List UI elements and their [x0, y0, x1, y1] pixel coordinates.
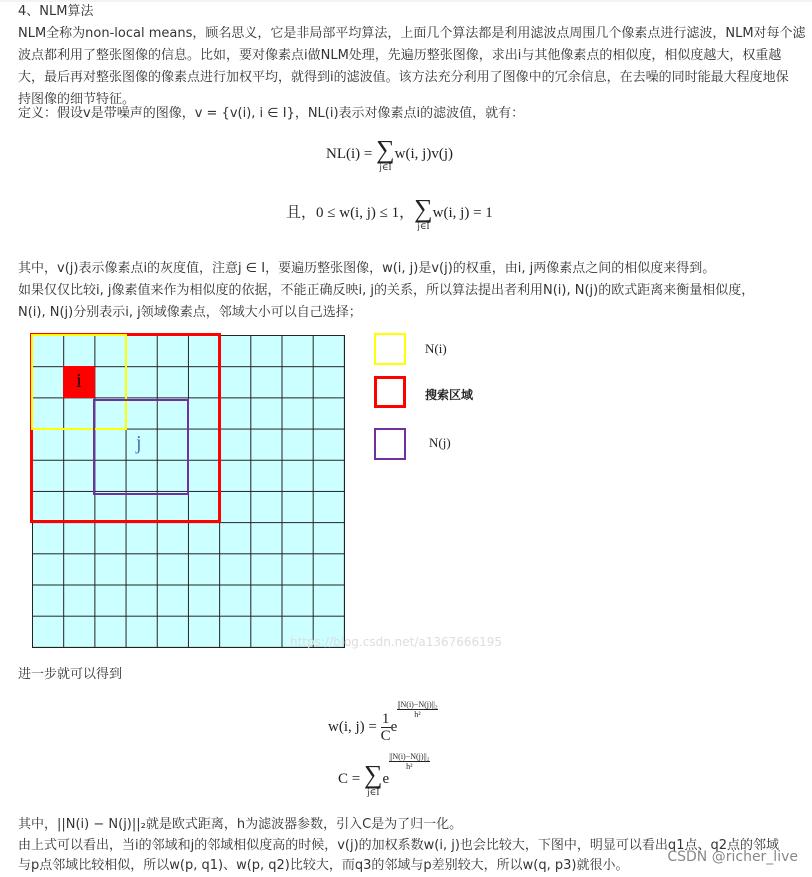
legend-red-swatch	[374, 376, 406, 408]
paragraph-line: 持图像的细节特征。	[18, 92, 136, 107]
paragraph-line: 其中，v(j)表示像素点i的灰度值，注意j ∈ I，要遍历整张图像，w(i, j)是v(j)的权重，由i, j两像素点之间的相似度来得到。	[18, 261, 716, 276]
pixel-j-label: j	[136, 432, 142, 454]
definition-line: 定义：假设v是带噪声的图像，v = {v(i), i ∈ I}，NL(i)表示对像素点i的滤波值，就有：	[18, 106, 525, 121]
eq-lhs: C =	[338, 771, 364, 788]
sum-subscript: j∈I	[367, 787, 380, 798]
sum-subscript: j∈I	[379, 162, 392, 172]
frac-denominator: C	[380, 728, 391, 745]
sum-symbol: ∑	[376, 135, 395, 164]
watermark: https://blog.csdn.net/a1367666195	[290, 635, 503, 649]
sum-symbol: ∑	[414, 194, 433, 223]
legend-label-nj: N(j)	[429, 435, 451, 450]
eq-lhs: w(i, j) =	[328, 719, 381, 736]
eq-rhs: w(i, j)v(j)	[394, 145, 453, 162]
eq-rhs: w(i, j) = 1	[432, 204, 493, 221]
sum-subscript: j∈I	[417, 221, 430, 231]
paragraph-line: 与p点邻域比较相似，所以w(p, q1)、w(p, q2)比较大，而q3的邻域与p差别较大，所以w(q, p3)就很小。	[18, 858, 629, 873]
sum-symbol: ∑	[363, 760, 383, 790]
paragraph-line: 其中，||N(i) − N(j)||₂就是欧式距离，h为滤波器参数，引入C是为了归一化。	[18, 817, 463, 832]
exponent-denominator: h²	[414, 710, 421, 719]
exp-base: e	[382, 771, 390, 788]
paragraph-line: 波点都利用了整张图像的信息。比如，要对像素点i做NLM处理，先遍历整张图像，求出i与其他像素点的相似度，相似度越大，权重越	[18, 48, 782, 63]
csdn-watermark: CSDN @richer_live	[667, 849, 798, 865]
paragraph-line: N(i), N(j)分别表示i, j领域像素点，邻域大小可以自己选择；	[18, 305, 362, 320]
frac-numerator: 1	[381, 711, 390, 728]
paragraph-line: 大，最后再对整张图像的像素点进行加权平均，就得到i的滤波值。该方法充分利用了图像中的冗余信息，在去噪的同时能最大程度地保	[18, 70, 789, 85]
paragraph-line: 由上式可以看出，当i的邻域和j的邻域相似度高的时候，v(j)的加权系数w(i, j)也会比较大，下图中，明显可以看出q1点、q2点的邻域	[18, 838, 779, 853]
eq-lhs: NL(i) =	[326, 145, 377, 162]
legend-purple-swatch	[374, 428, 406, 460]
equation-constraint	[286, 196, 493, 231]
legend-label-ni: N(i)	[425, 341, 447, 356]
equation-weight	[328, 700, 438, 744]
legend-yellow-swatch	[374, 333, 406, 365]
exponent-numerator: ||N(i)−N(j)||₂	[389, 752, 430, 761]
exp-base: e	[390, 719, 398, 736]
paragraph-line: 如果仅仅比较i, j像素值来作为相似度的依据，不能正确反映i, j的关系，所以算法提出者利用N(i), N(j)的欧式距离来衡量相似度，	[18, 283, 755, 298]
eq-lhs: 且，0 ≤ w(i, j) ≤ 1，	[286, 204, 415, 221]
exponent-numerator: ||N(i)−N(j)||₂	[397, 700, 438, 709]
equation-nl	[326, 137, 453, 172]
paragraph-line: NLM全称为non-local means，顾名思义，它是非局部平均算法，上面几个算法都是利用滤波点周围几个像素点进行滤波，NLM对每个滤	[18, 26, 806, 41]
pixel-i: i	[63, 366, 95, 398]
equation-normalizer	[338, 752, 430, 797]
exponent-denominator: h²	[406, 762, 413, 771]
paragraph-line: 进一步就可以得到	[18, 667, 123, 682]
legend-label-search: 搜索区域	[425, 388, 474, 402]
section-heading: 4、NLM算法	[18, 4, 94, 19]
